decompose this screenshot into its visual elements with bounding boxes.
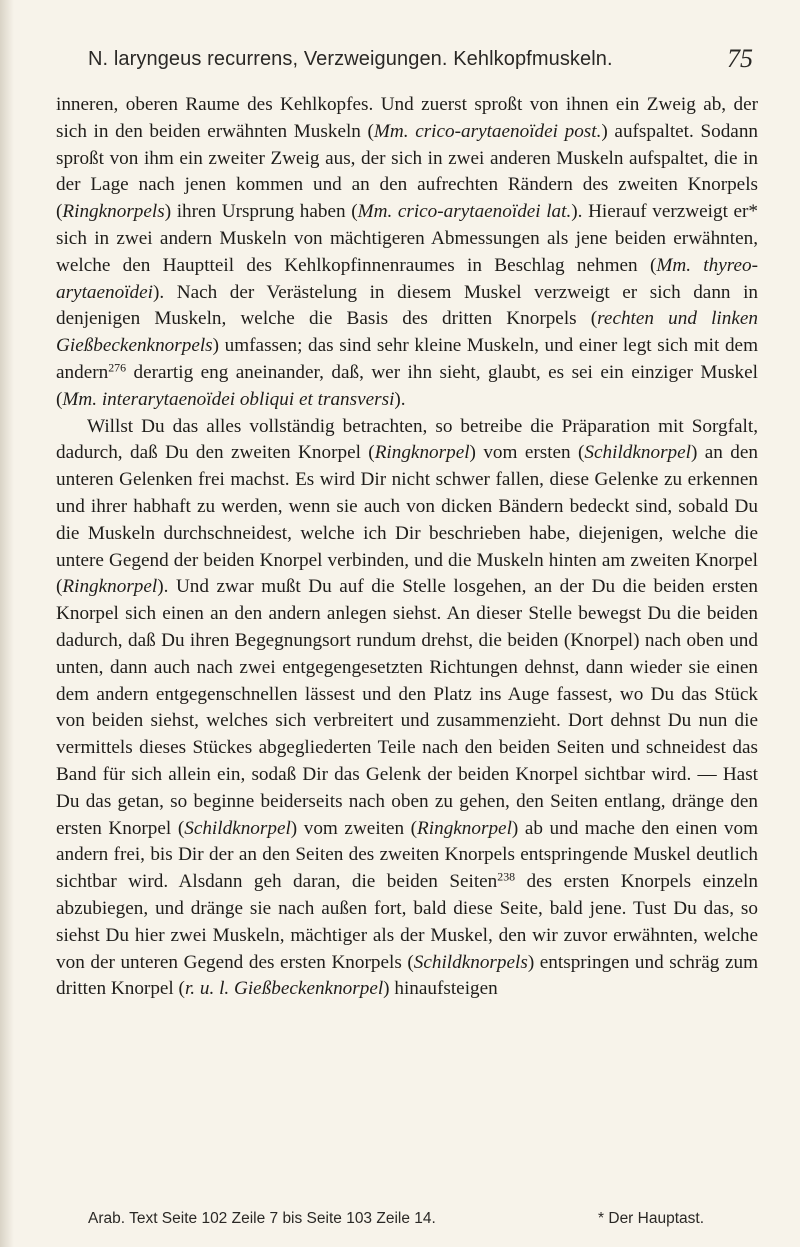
reference-number: 238 — [497, 869, 516, 884]
text-run: ). Und zwar mußt Du auf die Stelle losgehen, an der Du die beiden ersten Knorpel sich einen an den andern anlegen siehst. An dieser Stelle bewegst Du die beiden dadurch, daß Du ihren Begegnungsort rundum drehst, die beiden (Knorpel) nach oben und unten, dann auch nach zwei entgegengesetzten Richtungen dehnst, dann wieder sie einen dem andern entgegenschnellen lässest und den Platz ins Auge fassest, wo Du das Stück von beiden siehst, welches sich verbreitert und zusammenzieht. Dort dehnst Du nun die vermittels dieses Stückes abgegliederten Teile nach den beiden Seiten und schneidest das Band für sich allein ein, sodaß Dir das Gelenk der beiden Knorpel sichtbar wird. — Hast Du das getan, so beginne beiderseits nach oben zu gehen, den Seiten entlang, dränge den ersten Knorpel ( — [56, 576, 758, 839]
source-reference: Arab. Text Seite 102 Zeile 7 bis Seite 103 Zeile 14. — [88, 1210, 436, 1227]
text-run: ). Nach der Verästelung in diesem Muskel verzweigt er sich dann in denjenigen Muskeln, welche die Basis des dritten Knorpels ( — [56, 281, 758, 330]
italic-term: Ringknorpel — [374, 442, 470, 464]
text-run: ). Hierauf verzweigt er* sich in zwei andern Muskeln von mächtigeren Abmessungen als jene beiden erwähnten, welche den Hauptteil des Kehlkopfinnenraumes in Beschlag nehmen ( — [56, 201, 758, 276]
page-number: 75 — [727, 44, 753, 73]
body-text — [56, 92, 758, 1003]
italic-term: Mm. crico-arytaenoïdei lat. — [357, 201, 572, 223]
text-run: Willst Du das alles vollständig betrachten, so betreibe die Präparation mit Sorgfalt, dadurch, daß Du den zweiten Knorpel ( — [56, 415, 758, 464]
footer — [88, 1210, 704, 1234]
italic-term: Schildknorpel — [584, 442, 691, 464]
italic-term: r. u. l. Gießbeckenknorpel — [184, 978, 384, 1000]
text-run: des ersten Knorpels einzeln abzubiegen, und dränge sie nach außen fort, bald diese Seite, bald jene. Tust Du das, so siehst Du hier zwei Muskeln, mächtiger als der Muskel, den wir zuvor erwähnten, welche von der unteren Gegend des ersten Knorpels ( — [56, 871, 758, 973]
italic-term: Mm. crico-arytaenoïdei post. — [373, 120, 602, 142]
paragraph — [56, 414, 758, 1004]
text-run: derartig eng aneinander, daß, wer ihn sieht, glaubt, es sei ein einziger Muskel ( — [56, 361, 758, 410]
italic-term: Schildknorpels — [413, 951, 528, 973]
italic-term: Ringknorpels — [62, 201, 165, 223]
text-run: ) vom ersten ( — [469, 442, 585, 464]
italic-term: Schildknorpel — [184, 817, 291, 839]
text-run: inneren, oberen Raume des Kehlkopfes. Und zuerst sproßt von ihnen ein Zweig ab, der sich in den beiden erwähnten Muskeln ( — [56, 94, 758, 142]
running-title: N. laryngeus recurrens, Verzweigungen. Kehlkopfmuskeln. — [88, 48, 613, 70]
italic-term: rechten und linken Gießbeckenknorpels — [56, 308, 758, 357]
footnote: * Der Hauptast. — [598, 1210, 704, 1227]
text-run: ). — [394, 388, 406, 410]
italic-term: Ringknorpel — [62, 576, 158, 598]
text-run: ) entspringen und schräg zum dritten Knorpel ( — [56, 951, 758, 1000]
italic-term: Ringknorpel — [417, 817, 512, 839]
reference-number: 276 — [108, 360, 127, 375]
text-run: ) aufspaltet. Sodann sproßt von ihm ein zweiter Zweig aus, der sich in zwei anderen Muskeln aufspaltet, die in der Lage nach jenen kommen und an den aufrechten Rändern des zweiten Knorpels ( — [56, 120, 759, 223]
text-run: ) an den unteren Gelenken frei machst. Es wird Dir nicht schwer fallen, diese Gelenke zu erkennen und ihrer habhaft zu werden, wenn sie auch von dicken Bändern bedeckt sind, sobald Du die Muskeln durchschneidest, welche ich Dir beschrieben habe, diejenigen, welche die untere Gegend der beiden Knorpel verbinden, und die Muskeln hinten am zweiten Knorpel ( — [56, 442, 758, 598]
text-run: ) hinaufsteigen — [383, 978, 498, 1000]
text-run: ) ab und mache den einen vom andern frei, bis Dir der an den Seiten des zweiten Knorpels entspringende Muskel deutlich sichtbar wird. Alsdann geh daran, die beiden Seiten — [56, 817, 758, 893]
text-run: ) umfassen; das sind sehr kleine Muskeln, und einer legt sich mit dem andern — [56, 335, 758, 383]
paragraph — [56, 92, 758, 414]
text-run: ) ihren Ursprung haben ( — [164, 201, 358, 223]
text-run: ) vom zweiten ( — [290, 817, 418, 839]
italic-term: Mm. interarytaenoïdei obliqui et transversi — [62, 388, 395, 410]
running-head — [88, 44, 753, 78]
italic-term: Mm. thyreo-arytaenoïdei — [56, 254, 758, 303]
